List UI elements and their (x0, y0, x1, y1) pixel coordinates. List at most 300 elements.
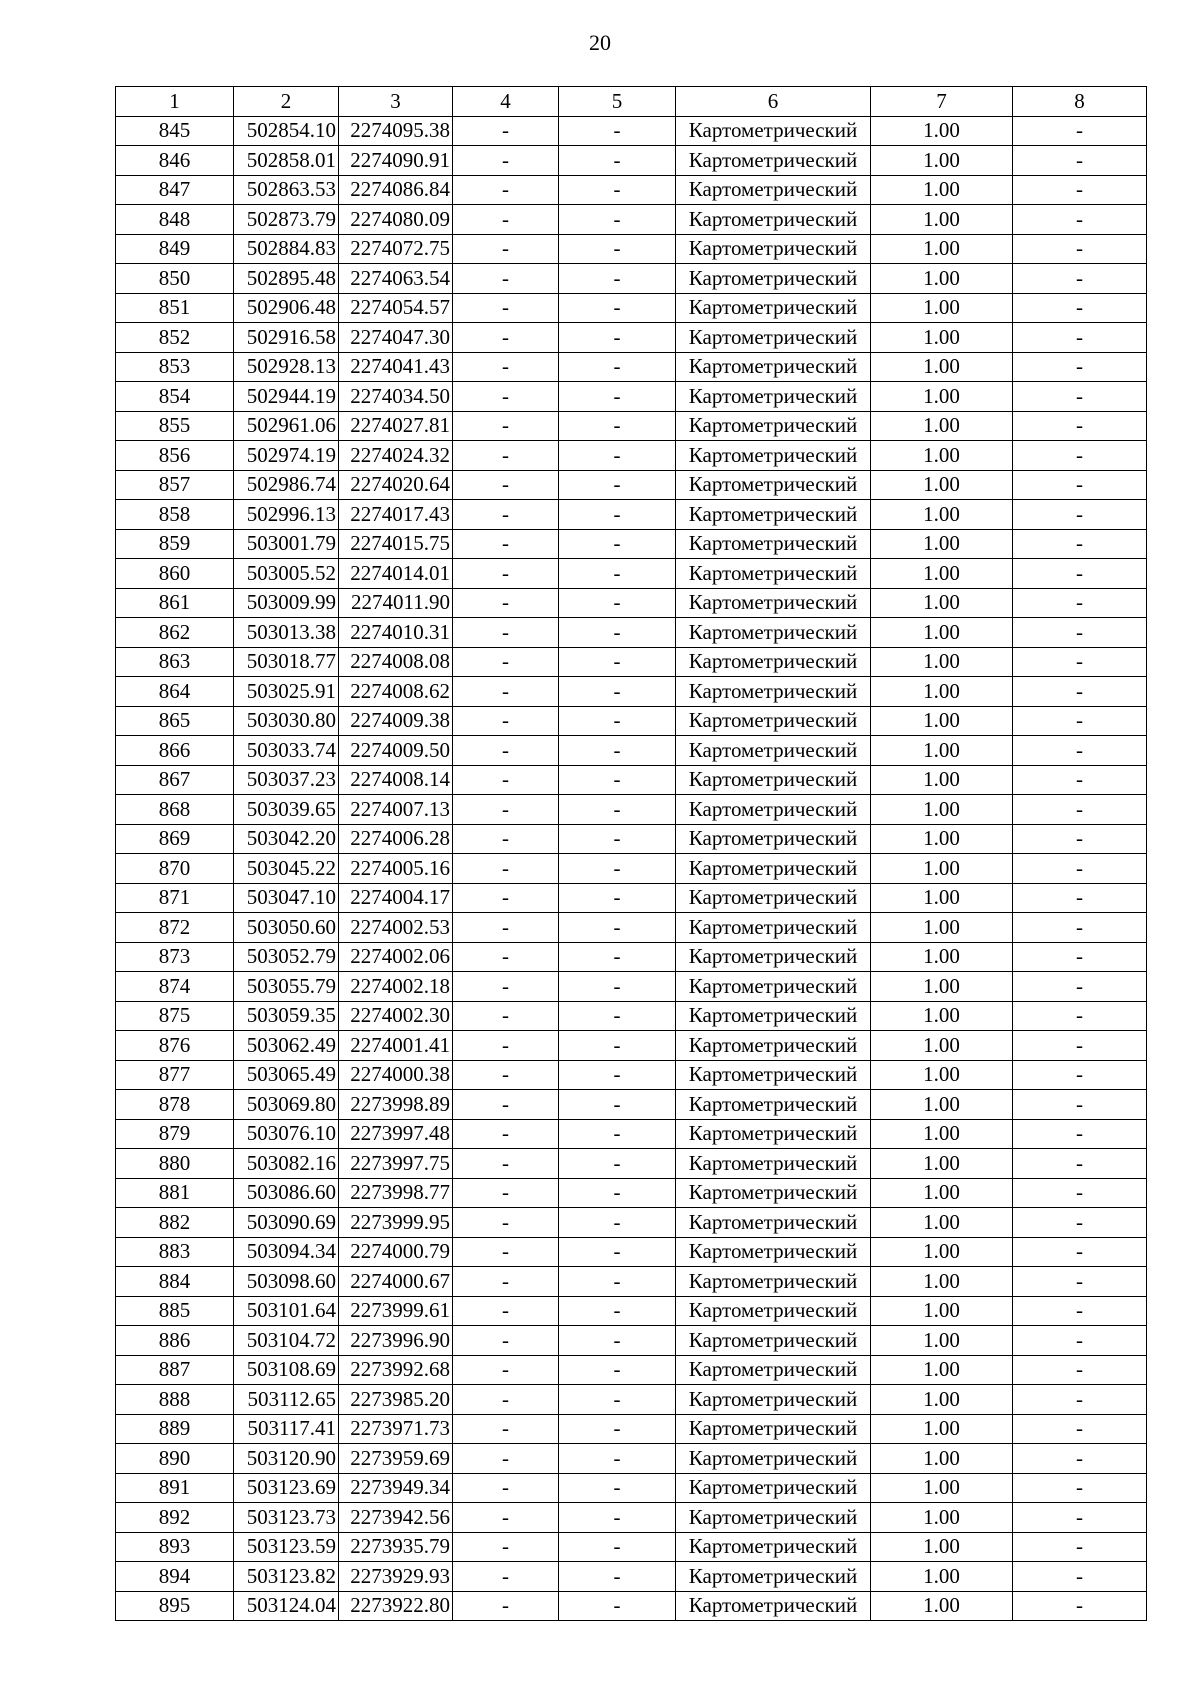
col8-cell: - (1013, 264, 1147, 294)
col4-cell: - (453, 500, 559, 530)
accuracy-cell: 1.00 (871, 1385, 1013, 1415)
point-number-cell: 867 (116, 765, 234, 795)
col5-cell: - (559, 765, 676, 795)
col4-cell: - (453, 588, 559, 618)
table-row (116, 205, 1147, 235)
col8-cell: - (1013, 293, 1147, 323)
table-row (116, 1503, 1147, 1533)
accuracy-cell: 1.00 (871, 293, 1013, 323)
table-row (116, 146, 1147, 176)
accuracy-cell: 1.00 (871, 264, 1013, 294)
y-coordinate-cell: 2273997.48 (339, 1119, 453, 1149)
method-cell: Картометрический (676, 205, 871, 235)
x-coordinate-cell: 503123.69 (234, 1473, 339, 1503)
col4-cell: - (453, 677, 559, 707)
col8-cell: - (1013, 1237, 1147, 1267)
point-number-cell: 877 (116, 1060, 234, 1090)
table-row (116, 175, 1147, 205)
col8-cell: - (1013, 795, 1147, 825)
col5-cell: - (559, 529, 676, 559)
accuracy-cell: 1.00 (871, 1503, 1013, 1533)
col4-cell: - (453, 352, 559, 382)
col8-cell: - (1013, 382, 1147, 412)
table-row (116, 1444, 1147, 1474)
y-coordinate-cell: 2274054.57 (339, 293, 453, 323)
point-number-cell: 871 (116, 883, 234, 913)
point-number-cell: 864 (116, 677, 234, 707)
method-cell: Картометрический (676, 854, 871, 884)
col5-cell: - (559, 500, 676, 530)
accuracy-cell: 1.00 (871, 1060, 1013, 1090)
table-header-row (116, 87, 1147, 117)
col8-cell: - (1013, 529, 1147, 559)
x-coordinate-cell: 503104.72 (234, 1326, 339, 1356)
accuracy-cell: 1.00 (871, 175, 1013, 205)
method-cell: Картометрический (676, 1326, 871, 1356)
col4-cell: - (453, 234, 559, 264)
accuracy-cell: 1.00 (871, 736, 1013, 766)
table-row (116, 1562, 1147, 1592)
table-row (116, 824, 1147, 854)
table-body (116, 116, 1147, 1621)
accuracy-cell: 1.00 (871, 1090, 1013, 1120)
col5-cell: - (559, 854, 676, 884)
col4-cell: - (453, 411, 559, 441)
col4-cell: - (453, 1591, 559, 1621)
col4-cell: - (453, 1385, 559, 1415)
col8-cell: - (1013, 588, 1147, 618)
y-coordinate-cell: 2273929.93 (339, 1562, 453, 1592)
y-coordinate-cell: 2274086.84 (339, 175, 453, 205)
x-coordinate-cell: 503025.91 (234, 677, 339, 707)
y-coordinate-cell: 2273949.34 (339, 1473, 453, 1503)
y-coordinate-cell: 2274008.14 (339, 765, 453, 795)
point-number-cell: 847 (116, 175, 234, 205)
col5-cell: - (559, 1326, 676, 1356)
table-row (116, 1326, 1147, 1356)
x-coordinate-cell: 503123.73 (234, 1503, 339, 1533)
table-row (116, 382, 1147, 412)
point-number-cell: 874 (116, 972, 234, 1002)
y-coordinate-cell: 2274063.54 (339, 264, 453, 294)
method-cell: Картометрический (676, 1031, 871, 1061)
x-coordinate-cell: 503052.79 (234, 942, 339, 972)
col5-cell: - (559, 1119, 676, 1149)
x-coordinate-cell: 503094.34 (234, 1237, 339, 1267)
method-cell: Картометрический (676, 293, 871, 323)
method-cell: Картометрический (676, 1267, 871, 1297)
y-coordinate-cell: 2273942.56 (339, 1503, 453, 1533)
method-cell: Картометрический (676, 264, 871, 294)
point-number-cell: 882 (116, 1208, 234, 1238)
col8-cell: - (1013, 323, 1147, 353)
x-coordinate-cell: 503086.60 (234, 1178, 339, 1208)
y-coordinate-cell: 2274080.09 (339, 205, 453, 235)
accuracy-cell: 1.00 (871, 588, 1013, 618)
point-number-cell: 858 (116, 500, 234, 530)
col5-cell: - (559, 1473, 676, 1503)
col8-cell: - (1013, 1414, 1147, 1444)
column-header: 5 (559, 87, 676, 117)
method-cell: Картометрический (676, 883, 871, 913)
accuracy-cell: 1.00 (871, 1237, 1013, 1267)
accuracy-cell: 1.00 (871, 1532, 1013, 1562)
col8-cell: - (1013, 883, 1147, 913)
method-cell: Картометрический (676, 441, 871, 471)
point-number-cell: 894 (116, 1562, 234, 1592)
col8-cell: - (1013, 116, 1147, 146)
method-cell: Картометрический (676, 1178, 871, 1208)
method-cell: Картометрический (676, 1385, 871, 1415)
point-number-cell: 866 (116, 736, 234, 766)
method-cell: Картометрический (676, 1355, 871, 1385)
y-coordinate-cell: 2274002.06 (339, 942, 453, 972)
x-coordinate-cell: 503037.23 (234, 765, 339, 795)
method-cell: Картометрический (676, 1001, 871, 1031)
x-coordinate-cell: 503101.64 (234, 1296, 339, 1326)
method-cell: Картометрический (676, 1208, 871, 1238)
table-row (116, 559, 1147, 589)
x-coordinate-cell: 503050.60 (234, 913, 339, 943)
accuracy-cell: 1.00 (871, 352, 1013, 382)
x-coordinate-cell: 502873.79 (234, 205, 339, 235)
point-number-cell: 890 (116, 1444, 234, 1474)
point-number-cell: 856 (116, 441, 234, 471)
col4-cell: - (453, 1031, 559, 1061)
x-coordinate-cell: 502944.19 (234, 382, 339, 412)
col4-cell: - (453, 529, 559, 559)
col8-cell: - (1013, 1119, 1147, 1149)
table-row (116, 500, 1147, 530)
table-row (116, 765, 1147, 795)
col4-cell: - (453, 1503, 559, 1533)
method-cell: Картометрический (676, 1060, 871, 1090)
y-coordinate-cell: 2274005.16 (339, 854, 453, 884)
col4-cell: - (453, 972, 559, 1002)
coordinates-table (115, 86, 1147, 1621)
y-coordinate-cell: 2273998.77 (339, 1178, 453, 1208)
col5-cell: - (559, 736, 676, 766)
y-coordinate-cell: 2274017.43 (339, 500, 453, 530)
col5-cell: - (559, 1149, 676, 1179)
point-number-cell: 857 (116, 470, 234, 500)
y-coordinate-cell: 2274090.91 (339, 146, 453, 176)
col4-cell: - (453, 559, 559, 589)
col4-cell: - (453, 1119, 559, 1149)
col4-cell: - (453, 1060, 559, 1090)
point-number-cell: 891 (116, 1473, 234, 1503)
x-coordinate-cell: 502996.13 (234, 500, 339, 530)
col8-cell: - (1013, 352, 1147, 382)
table-row (116, 1385, 1147, 1415)
method-cell: Картометрический (676, 824, 871, 854)
col5-cell: - (559, 1031, 676, 1061)
y-coordinate-cell: 2274014.01 (339, 559, 453, 589)
method-cell: Картометрический (676, 1503, 871, 1533)
point-number-cell: 851 (116, 293, 234, 323)
col4-cell: - (453, 293, 559, 323)
x-coordinate-cell: 503013.38 (234, 618, 339, 648)
method-cell: Картометрический (676, 942, 871, 972)
col4-cell: - (453, 1178, 559, 1208)
y-coordinate-cell: 2273996.90 (339, 1326, 453, 1356)
point-number-cell: 861 (116, 588, 234, 618)
col8-cell: - (1013, 1385, 1147, 1415)
point-number-cell: 854 (116, 382, 234, 412)
col5-cell: - (559, 352, 676, 382)
y-coordinate-cell: 2274001.41 (339, 1031, 453, 1061)
x-coordinate-cell: 502863.53 (234, 175, 339, 205)
column-header: 1 (116, 87, 234, 117)
col5-cell: - (559, 382, 676, 412)
col5-cell: - (559, 1296, 676, 1326)
col4-cell: - (453, 854, 559, 884)
y-coordinate-cell: 2274011.90 (339, 588, 453, 618)
col8-cell: - (1013, 1591, 1147, 1621)
col4-cell: - (453, 883, 559, 913)
point-number-cell: 893 (116, 1532, 234, 1562)
column-header: 3 (339, 87, 453, 117)
y-coordinate-cell: 2274010.31 (339, 618, 453, 648)
accuracy-cell: 1.00 (871, 913, 1013, 943)
y-coordinate-cell: 2273959.69 (339, 1444, 453, 1474)
x-coordinate-cell: 503030.80 (234, 706, 339, 736)
col4-cell: - (453, 323, 559, 353)
table-row (116, 706, 1147, 736)
table-row (116, 1591, 1147, 1621)
column-header: 6 (676, 87, 871, 117)
table-row (116, 1473, 1147, 1503)
y-coordinate-cell: 2274034.50 (339, 382, 453, 412)
method-cell: Картометрический (676, 1591, 871, 1621)
table-row (116, 1414, 1147, 1444)
col5-cell: - (559, 795, 676, 825)
x-coordinate-cell: 503055.79 (234, 972, 339, 1002)
point-number-cell: 885 (116, 1296, 234, 1326)
col8-cell: - (1013, 765, 1147, 795)
col5-cell: - (559, 1178, 676, 1208)
col4-cell: - (453, 618, 559, 648)
point-number-cell: 884 (116, 1267, 234, 1297)
point-number-cell: 855 (116, 411, 234, 441)
accuracy-cell: 1.00 (871, 1326, 1013, 1356)
col4-cell: - (453, 1090, 559, 1120)
col5-cell: - (559, 1001, 676, 1031)
point-number-cell: 872 (116, 913, 234, 943)
col8-cell: - (1013, 1532, 1147, 1562)
table-row (116, 352, 1147, 382)
x-coordinate-cell: 503009.99 (234, 588, 339, 618)
col8-cell: - (1013, 913, 1147, 943)
method-cell: Картометрический (676, 500, 871, 530)
column-header: 4 (453, 87, 559, 117)
point-number-cell: 862 (116, 618, 234, 648)
y-coordinate-cell: 2273935.79 (339, 1532, 453, 1562)
point-number-cell: 879 (116, 1119, 234, 1149)
accuracy-cell: 1.00 (871, 1208, 1013, 1238)
accuracy-cell: 1.00 (871, 1119, 1013, 1149)
y-coordinate-cell: 2274041.43 (339, 352, 453, 382)
point-number-cell: 845 (116, 116, 234, 146)
col5-cell: - (559, 264, 676, 294)
table-row (116, 1267, 1147, 1297)
x-coordinate-cell: 503090.69 (234, 1208, 339, 1238)
col8-cell: - (1013, 618, 1147, 648)
col5-cell: - (559, 293, 676, 323)
y-coordinate-cell: 2274024.32 (339, 441, 453, 471)
accuracy-cell: 1.00 (871, 1178, 1013, 1208)
point-number-cell: 852 (116, 323, 234, 353)
accuracy-cell: 1.00 (871, 1001, 1013, 1031)
y-coordinate-cell: 2274000.38 (339, 1060, 453, 1090)
y-coordinate-cell: 2274095.38 (339, 116, 453, 146)
accuracy-cell: 1.00 (871, 470, 1013, 500)
col8-cell: - (1013, 1473, 1147, 1503)
col5-cell: - (559, 441, 676, 471)
col5-cell: - (559, 942, 676, 972)
method-cell: Картометрический (676, 529, 871, 559)
col5-cell: - (559, 175, 676, 205)
col8-cell: - (1013, 559, 1147, 589)
col5-cell: - (559, 647, 676, 677)
method-cell: Картометрический (676, 765, 871, 795)
method-cell: Картометрический (676, 588, 871, 618)
method-cell: Картометрический (676, 677, 871, 707)
col8-cell: - (1013, 1326, 1147, 1356)
col5-cell: - (559, 1562, 676, 1592)
x-coordinate-cell: 502986.74 (234, 470, 339, 500)
point-number-cell: 888 (116, 1385, 234, 1415)
x-coordinate-cell: 503124.04 (234, 1591, 339, 1621)
x-coordinate-cell: 502895.48 (234, 264, 339, 294)
col4-cell: - (453, 441, 559, 471)
col5-cell: - (559, 323, 676, 353)
method-cell: Картометрический (676, 706, 871, 736)
x-coordinate-cell: 503047.10 (234, 883, 339, 913)
point-number-cell: 850 (116, 264, 234, 294)
accuracy-cell: 1.00 (871, 205, 1013, 235)
table-row (116, 677, 1147, 707)
col5-cell: - (559, 470, 676, 500)
col5-cell: - (559, 1591, 676, 1621)
table-row (116, 618, 1147, 648)
col8-cell: - (1013, 500, 1147, 530)
x-coordinate-cell: 503123.59 (234, 1532, 339, 1562)
x-coordinate-cell: 503018.77 (234, 647, 339, 677)
y-coordinate-cell: 2274008.62 (339, 677, 453, 707)
method-cell: Картометрический (676, 116, 871, 146)
col4-cell: - (453, 1149, 559, 1179)
accuracy-cell: 1.00 (871, 1473, 1013, 1503)
method-cell: Картометрический (676, 1090, 871, 1120)
col8-cell: - (1013, 1296, 1147, 1326)
method-cell: Картометрический (676, 234, 871, 264)
point-number-cell: 870 (116, 854, 234, 884)
accuracy-cell: 1.00 (871, 1296, 1013, 1326)
table-row (116, 1237, 1147, 1267)
method-cell: Картометрический (676, 972, 871, 1002)
point-number-cell: 865 (116, 706, 234, 736)
col5-cell: - (559, 234, 676, 264)
table-row (116, 411, 1147, 441)
table-row (116, 234, 1147, 264)
col8-cell: - (1013, 706, 1147, 736)
col8-cell: - (1013, 1444, 1147, 1474)
table-row (116, 736, 1147, 766)
method-cell: Картометрический (676, 411, 871, 441)
y-coordinate-cell: 2273999.61 (339, 1296, 453, 1326)
method-cell: Картометрический (676, 1119, 871, 1149)
col5-cell: - (559, 1355, 676, 1385)
y-coordinate-cell: 2274009.38 (339, 706, 453, 736)
table-row (116, 293, 1147, 323)
method-cell: Картометрический (676, 146, 871, 176)
accuracy-cell: 1.00 (871, 1031, 1013, 1061)
col5-cell: - (559, 1385, 676, 1415)
col4-cell: - (453, 1532, 559, 1562)
point-number-cell: 881 (116, 1178, 234, 1208)
table-row (116, 441, 1147, 471)
col4-cell: - (453, 1326, 559, 1356)
col5-cell: - (559, 883, 676, 913)
point-number-cell: 878 (116, 1090, 234, 1120)
col5-cell: - (559, 559, 676, 589)
accuracy-cell: 1.00 (871, 854, 1013, 884)
col5-cell: - (559, 146, 676, 176)
accuracy-cell: 1.00 (871, 647, 1013, 677)
x-coordinate-cell: 503069.80 (234, 1090, 339, 1120)
accuracy-cell: 1.00 (871, 883, 1013, 913)
col5-cell: - (559, 1503, 676, 1533)
y-coordinate-cell: 2273998.89 (339, 1090, 453, 1120)
point-number-cell: 887 (116, 1355, 234, 1385)
x-coordinate-cell: 503076.10 (234, 1119, 339, 1149)
y-coordinate-cell: 2274002.30 (339, 1001, 453, 1031)
col5-cell: - (559, 1060, 676, 1090)
col4-cell: - (453, 1355, 559, 1385)
col4-cell: - (453, 1267, 559, 1297)
point-number-cell: 889 (116, 1414, 234, 1444)
x-coordinate-cell: 502884.83 (234, 234, 339, 264)
table-row (116, 1208, 1147, 1238)
point-number-cell: 886 (116, 1326, 234, 1356)
accuracy-cell: 1.00 (871, 146, 1013, 176)
accuracy-cell: 1.00 (871, 706, 1013, 736)
accuracy-cell: 1.00 (871, 559, 1013, 589)
x-coordinate-cell: 502928.13 (234, 352, 339, 382)
col4-cell: - (453, 470, 559, 500)
col4-cell: - (453, 795, 559, 825)
table-row (116, 529, 1147, 559)
point-number-cell: 859 (116, 529, 234, 559)
x-coordinate-cell: 503082.16 (234, 1149, 339, 1179)
table-row (116, 1178, 1147, 1208)
table-row (116, 1355, 1147, 1385)
col4-cell: - (453, 647, 559, 677)
method-cell: Картометрический (676, 323, 871, 353)
method-cell: Картометрический (676, 1414, 871, 1444)
accuracy-cell: 1.00 (871, 972, 1013, 1002)
col8-cell: - (1013, 175, 1147, 205)
x-coordinate-cell: 503039.65 (234, 795, 339, 825)
table-row (116, 942, 1147, 972)
y-coordinate-cell: 2274027.81 (339, 411, 453, 441)
x-coordinate-cell: 502961.06 (234, 411, 339, 441)
col4-cell: - (453, 1001, 559, 1031)
table-row (116, 647, 1147, 677)
x-coordinate-cell: 503001.79 (234, 529, 339, 559)
x-coordinate-cell: 503045.22 (234, 854, 339, 884)
